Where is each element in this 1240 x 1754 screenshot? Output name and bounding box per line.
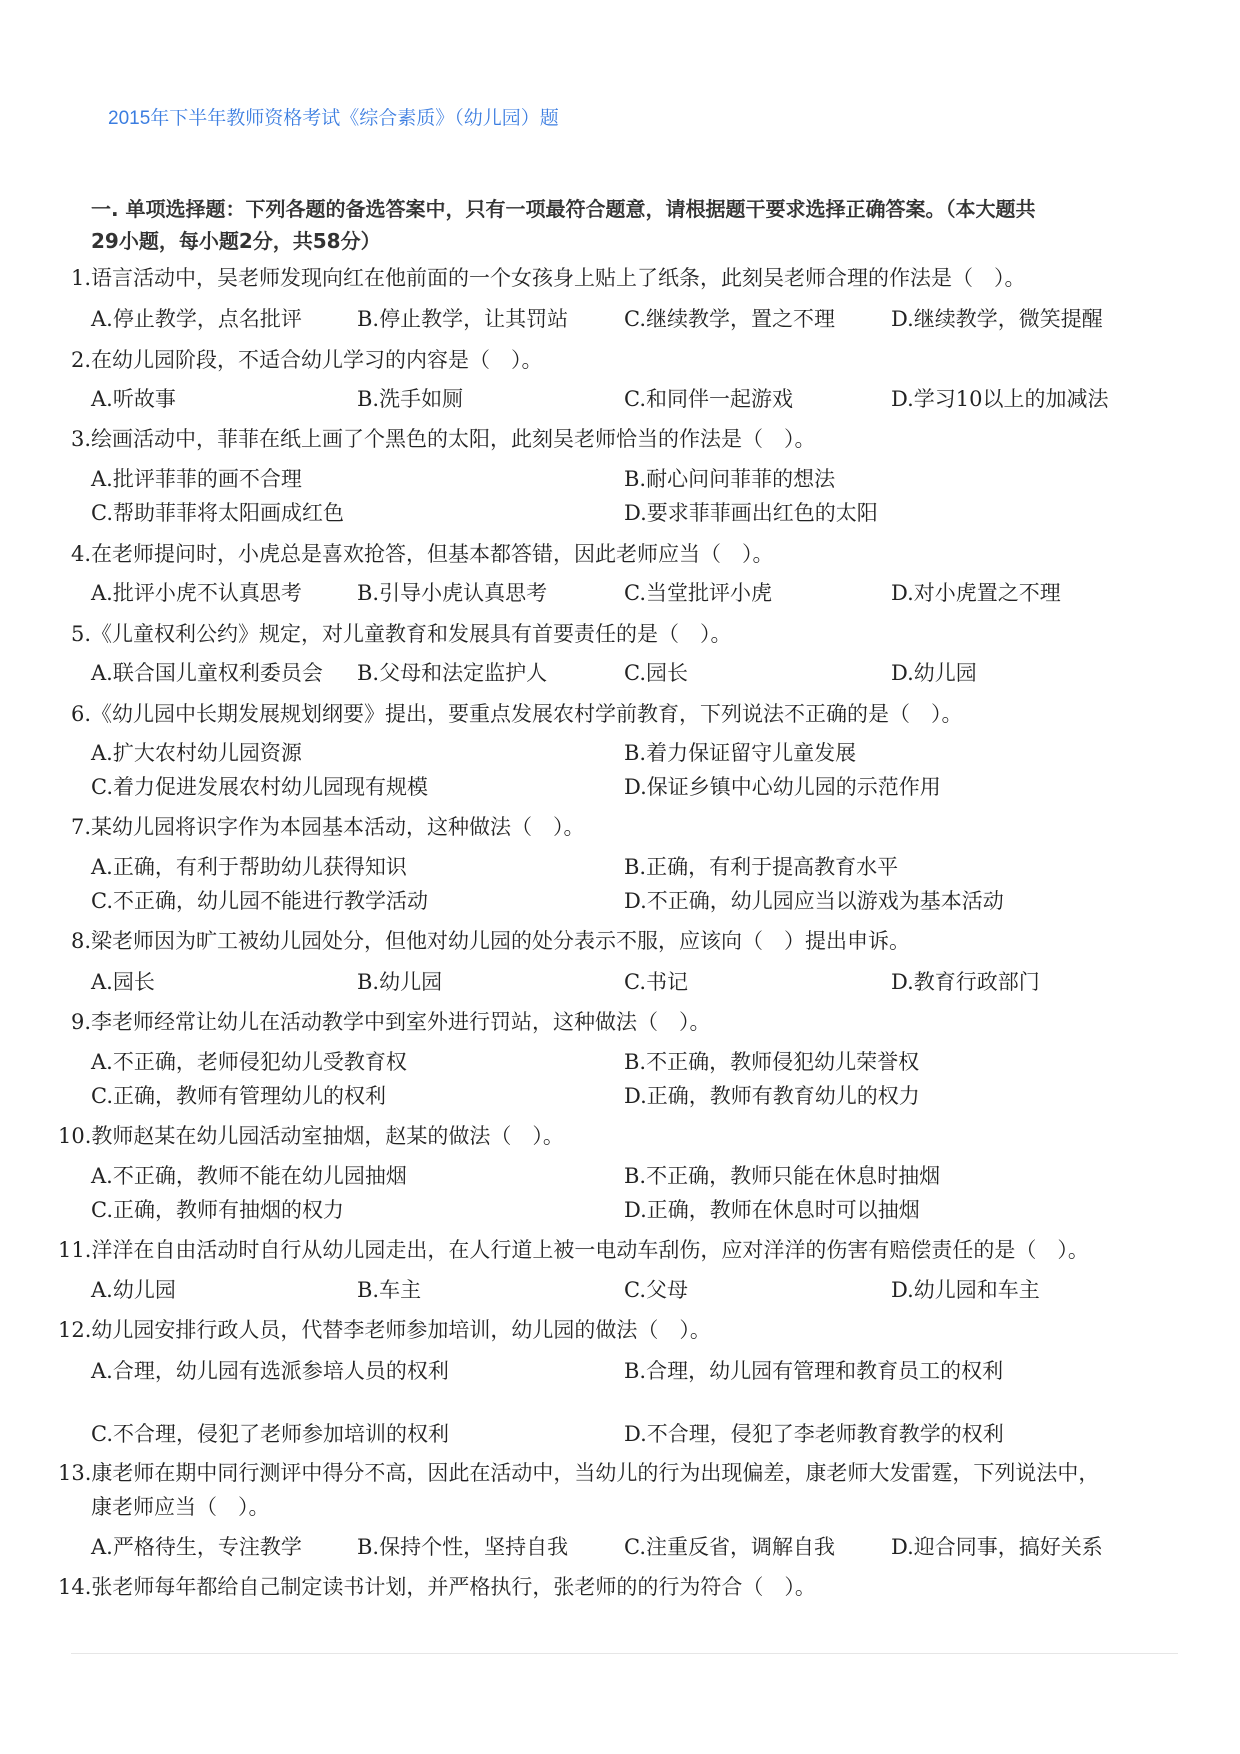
answer-option: B.停止教学，让其罚站 [357, 307, 569, 332]
answer-option: D.教育行政部门 [891, 969, 1040, 994]
question-stem: 6.《幼儿园中长期发展规划纲要》提出，要重点发展农村学前教育，下列说法不正确的是（ ）。 [71, 701, 963, 726]
answer-option: A.扩大农村幼儿园资源 [91, 741, 302, 766]
answer-option: B.幼儿园 [357, 969, 443, 994]
answer-option: A.幼儿园 [91, 1277, 176, 1302]
answer-option: A.不正确，老师侵犯幼儿受教育权 [91, 1049, 407, 1074]
answer-option: D.继续教学，微笑提醒 [891, 307, 1103, 332]
answer-option: B.洗手如厕 [357, 387, 464, 412]
answer-option: D.对小虎置之不理 [891, 580, 1061, 605]
answer-option: C.和同伴一起游戏 [624, 387, 793, 412]
answer-option: B.保持个性，坚持自我 [357, 1534, 569, 1559]
answer-option: C.正确，教师有抽烟的权力 [91, 1197, 344, 1222]
question-stem: 13.康老师在期中同行测评中得分不高，因此在活动中，当幼儿的行为出现偏差，康老师大发雷霆，下列说法中， [58, 1461, 1100, 1486]
answer-option: A.联合国儿童权利委员会 [91, 660, 323, 685]
answer-option: D.不正确，幼儿园应当以游戏为基本活动 [624, 888, 1004, 913]
question-stem: 5.《儿童权利公约》规定，对儿童教育和发展具有首要责任的是（ ）。 [71, 621, 732, 646]
question-stem: 9.李老师经常让幼儿在活动教学中到室外进行罚站，这种做法（ ）。 [71, 1010, 711, 1035]
question-stem: 康老师应当（ ）。 [91, 1495, 270, 1520]
section-heading-line-1: 一. 单项选择题：下列各题的备选答案中，只有一项最符合题意，请根据题干要求选择正确答案。（本大题共 [91, 197, 1036, 221]
question-stem: 4.在老师提问时，小虎总是喜欢抢答，但基本都答错，因此老师应当（ ）。 [71, 541, 774, 566]
answer-option: A.正确，有利于帮助幼儿获得知识 [91, 854, 407, 879]
answer-option: B.正确，有利于提高教育水平 [624, 854, 899, 879]
question-stem: 12.幼儿园安排行政人员，代替李老师参加培训，幼儿园的做法（ ）。 [58, 1318, 711, 1343]
answer-option: D.保证乡镇中心幼儿园的示范作用 [624, 774, 941, 799]
answer-option: A.停止教学，点名批评 [91, 307, 302, 332]
answer-option: D.迎合同事，搞好关系 [891, 1534, 1103, 1559]
section-heading-line-2: 29小题，每小题2分，共58分） [91, 229, 381, 253]
answer-option: A.不正确，教师不能在幼儿园抽烟 [91, 1163, 407, 1188]
question-stem: 2.在幼儿园阶段，不适合幼儿学习的内容是（ ）。 [71, 347, 543, 372]
answer-option: B.耐心问问菲菲的想法 [624, 467, 836, 492]
question-stem: 1.语言活动中，吴老师发现向红在他前面的一个女孩身上贴上了纸条，此刻吴老师合理的作法是（ ）。 [71, 266, 1026, 291]
answer-option: B.引导小虎认真思考 [357, 580, 548, 605]
question-stem: 11.洋洋在自由活动时自行从幼儿园走出，在人行道上被一电动车刮伤，应对洋洋的伤害有赔偿责任的是（ ）。 [58, 1238, 1089, 1263]
answer-option: D.正确，教师在休息时可以抽烟 [624, 1197, 920, 1222]
answer-option: C.正确，教师有管理幼儿的权利 [91, 1083, 386, 1108]
answer-option: A.合理，幼儿园有选派参培人员的权利 [91, 1358, 449, 1383]
answer-option: B.车主 [357, 1277, 422, 1302]
answer-option: C.父母 [624, 1277, 688, 1302]
answer-option: B.不正确，教师只能在休息时抽烟 [624, 1163, 941, 1188]
answer-option: D.幼儿园 [891, 660, 977, 685]
answer-option: C.不合理，侵犯了老师参加培训的权利 [91, 1421, 449, 1446]
question-stem: 3.绘画活动中，菲菲在纸上画了个黑色的太阳，此刻吴老师恰当的作法是（ ）。 [71, 426, 816, 451]
answer-option: C.注重反省，调解自我 [624, 1534, 835, 1559]
document-title: 2015年下半年教师资格考试《综合素质》（幼儿园）题 [108, 108, 559, 129]
question-stem: 14.张老师每年都给自己制定读书计划，并严格执行，张老师的的行为符合（ ）。 [58, 1575, 816, 1600]
answer-option: B.不正确，教师侵犯幼儿荣誉权 [624, 1049, 920, 1074]
answer-option: C.继续教学，置之不理 [624, 307, 835, 332]
answer-option: C.书记 [624, 969, 688, 994]
footer-divider [71, 1653, 1178, 1654]
answer-option: A.园长 [91, 969, 155, 994]
question-stem: 8.梁老师因为旷工被幼儿园处分，但他对幼儿园的处分表示不服，应该向（ ）提出申诉。 [71, 929, 911, 954]
answer-option: D.学习10以上的加减法 [891, 387, 1109, 412]
answer-option: B.合理，幼儿园有管理和教育员工的权利 [624, 1358, 1004, 1383]
answer-option: D.幼儿园和车主 [891, 1277, 1040, 1302]
answer-option: C.帮助菲菲将太阳画成红色 [91, 500, 344, 525]
answer-option: C.当堂批评小虎 [624, 580, 772, 605]
answer-option: A.听故事 [91, 387, 176, 412]
answer-option: C.不正确，幼儿园不能进行教学活动 [91, 888, 428, 913]
answer-option: A.批评菲菲的画不合理 [91, 467, 302, 492]
question-stem: 7.某幼儿园将识字作为本园基本活动，这种做法（ ）。 [71, 815, 585, 840]
question-stem: 10.教师赵某在幼儿园活动室抽烟，赵某的做法（ ）。 [58, 1124, 564, 1149]
answer-option: D.正确，教师有教育幼儿的权力 [624, 1083, 920, 1108]
answer-option: B.着力保证留守儿童发展 [624, 741, 857, 766]
answer-option: B.父母和法定监护人 [357, 660, 548, 685]
answer-option: D.要求菲菲画出红色的太阳 [624, 500, 878, 525]
answer-option: A.批评小虎不认真思考 [91, 580, 302, 605]
answer-option: C.园长 [624, 660, 688, 685]
answer-option: C.着力促进发展农村幼儿园现有规模 [91, 774, 428, 799]
answer-option: A.严格待生，专注教学 [91, 1534, 302, 1559]
answer-option: D.不合理，侵犯了李老师教育教学的权利 [624, 1421, 1004, 1446]
